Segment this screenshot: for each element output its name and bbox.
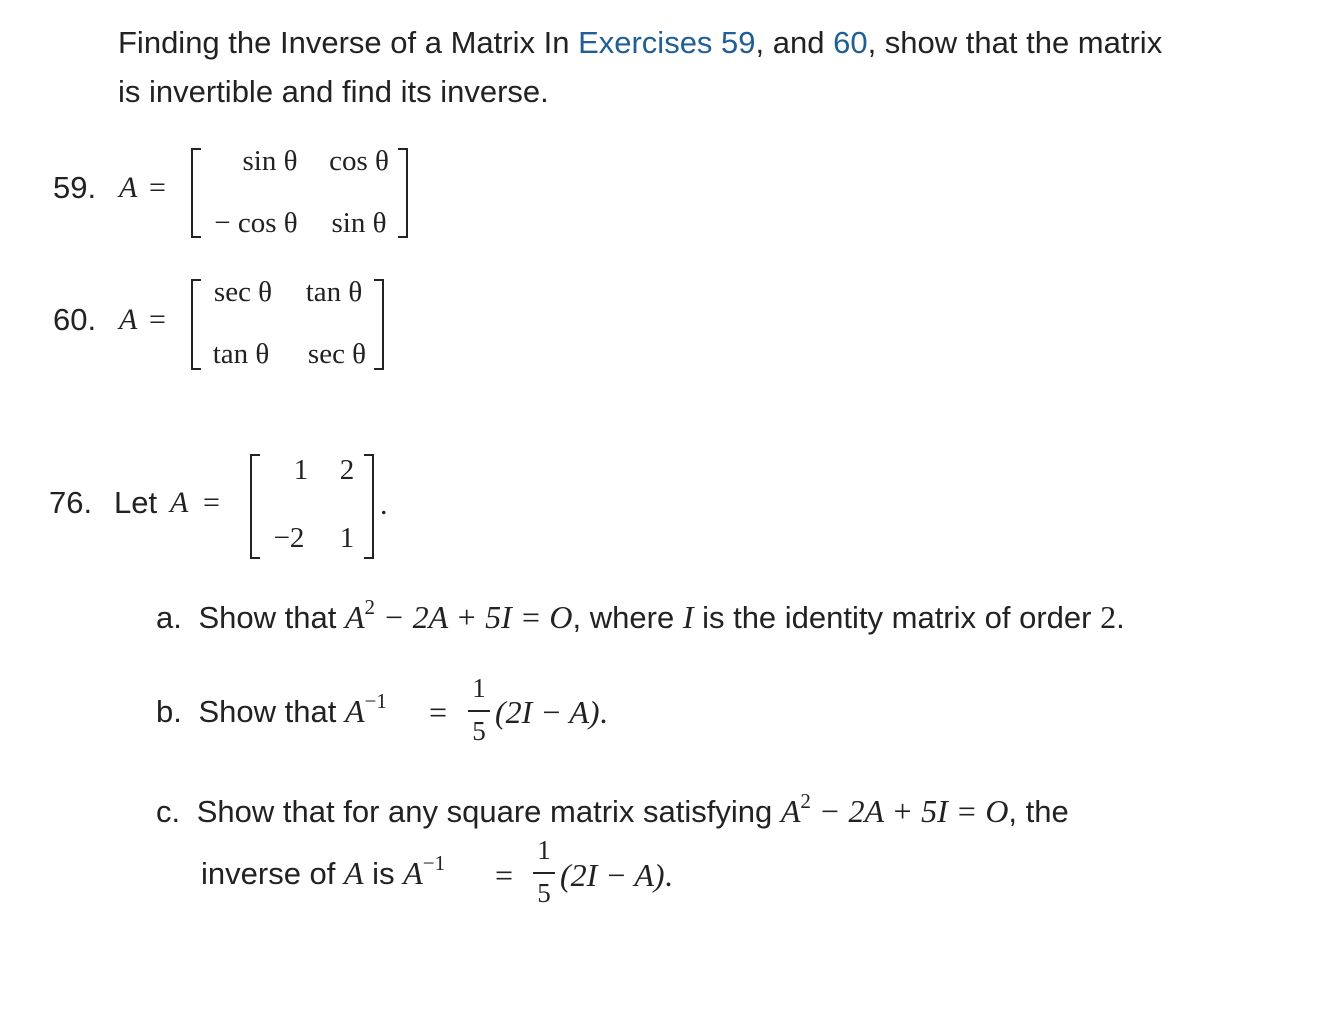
- matrix-59-cell-1-1: sin θ: [242, 145, 298, 177]
- part-c-math-rest: [560, 857, 673, 894]
- part-c-math-inverse: A: [403, 855, 423, 891]
- heading-line-2: is invertible and find its inverse.: [118, 74, 549, 109]
- right-bracket: [374, 279, 384, 370]
- matrix-59-cell-2-2: sin θ: [331, 207, 387, 239]
- part-b-math-rest: [495, 694, 608, 731]
- exercise-60-equals: =: [149, 303, 166, 336]
- part-a-label: a.: [156, 600, 182, 635]
- part-b-fraction-numerator: 1: [472, 673, 486, 703]
- part-a-math-equation: − 2A + 5I = O: [375, 599, 573, 635]
- part-c-fraction-bar: [533, 872, 555, 874]
- right-bracket: [364, 454, 374, 559]
- heading-text-3: , show that the matrix: [867, 25, 1163, 60]
- part-c-math-a: A: [780, 793, 801, 829]
- exercise-heading: [118, 18, 1162, 116]
- left-bracket: [191, 148, 201, 238]
- part-c-equals: =: [495, 857, 514, 893]
- heading-line-1: [118, 18, 1162, 67]
- exercise-76-period: .: [380, 488, 388, 521]
- exercise-76-variable: A: [170, 486, 189, 519]
- left-bracket: [250, 454, 260, 559]
- matrix-76-cell-1-1: 1: [293, 454, 309, 486]
- part-b-math-expression: (2I − A): [495, 694, 600, 730]
- part-a-text-1: Show that: [198, 600, 345, 635]
- part-b-period: .: [599, 694, 608, 730]
- right-bracket: [398, 148, 408, 238]
- part-c-text-4: is: [363, 856, 404, 891]
- exercise-59-number: 59.: [53, 170, 97, 205]
- part-a-math-i: I: [682, 599, 694, 635]
- part-c-text-1: Show that for any square matrix satisfying: [196, 794, 781, 829]
- matrix-76-cell-1-2: 2: [339, 454, 355, 486]
- matrix-76-cell-2-2: 1: [339, 522, 355, 554]
- part-a-text-3: is the identity matrix of order: [693, 600, 1101, 635]
- exercise-76-number: 76.: [49, 485, 93, 520]
- part-a: [156, 595, 1125, 636]
- part-b-lead: [156, 689, 387, 730]
- matrix-60-cell-2-1: tan θ: [212, 338, 270, 370]
- exercises-59-link[interactable]: Exercises 59: [578, 25, 756, 60]
- part-b-math-a: A: [344, 693, 365, 729]
- part-b-fraction-denominator: 5: [472, 716, 486, 746]
- heading-text-1: Finding the Inverse of a Matrix In: [118, 25, 579, 60]
- part-c-math-exponent: 2: [800, 789, 811, 813]
- part-b-text-1: Show that: [198, 694, 345, 729]
- part-c-line-1: [156, 789, 1069, 830]
- matrix-60-cell-1-1: sec θ: [213, 276, 273, 308]
- part-b-math-exponent: −1: [364, 689, 387, 713]
- part-a-text-2: , where: [572, 600, 683, 635]
- matrix-76-cell-2-1: −2: [273, 522, 305, 554]
- part-b-equals: =: [429, 694, 448, 730]
- part-c-fraction-numerator: 1: [537, 835, 551, 865]
- exercise-60-number: 60.: [53, 302, 97, 337]
- part-c-period: .: [664, 857, 673, 893]
- exercise-59-equals: =: [149, 171, 166, 204]
- matrix-59-cell-1-2: cos θ: [329, 145, 389, 177]
- heading-text-2: , and: [755, 25, 834, 60]
- part-c-math-var: A: [344, 855, 364, 891]
- part-c-math-expression: (2I − A): [560, 857, 665, 893]
- matrix-60-cell-2-2: sec θ: [307, 338, 367, 370]
- matrix-59-cell-2-1: − cos θ: [214, 207, 298, 239]
- part-b-fraction-bar: [468, 710, 490, 712]
- part-c-line-2: [201, 851, 446, 892]
- part-c-math-equation: − 2A + 5I = O: [810, 793, 1009, 829]
- matrix-60-cell-1-2: tan θ: [305, 276, 363, 308]
- part-c-label: c.: [156, 794, 181, 829]
- exercise-76-equals: =: [203, 486, 220, 519]
- part-c-fraction-denominator: 5: [537, 878, 551, 908]
- exercise-59-variable: A: [119, 171, 138, 204]
- part-c-text-2: , the: [1008, 794, 1069, 829]
- exercise-60-variable: A: [119, 303, 138, 336]
- part-a-math-order: 2: [1100, 599, 1117, 635]
- part-c-math-inverse-exponent: −1: [422, 851, 446, 875]
- left-bracket: [191, 279, 201, 370]
- part-a-math-exponent: 2: [364, 595, 376, 619]
- part-a-text-4: .: [1116, 600, 1125, 635]
- exercise-76-let: Let: [114, 485, 158, 520]
- part-a-math-a: A: [344, 599, 365, 635]
- exercise-60-link[interactable]: 60: [833, 25, 868, 60]
- part-c-text-3: inverse of: [201, 856, 345, 891]
- part-b-label: b.: [156, 694, 182, 729]
